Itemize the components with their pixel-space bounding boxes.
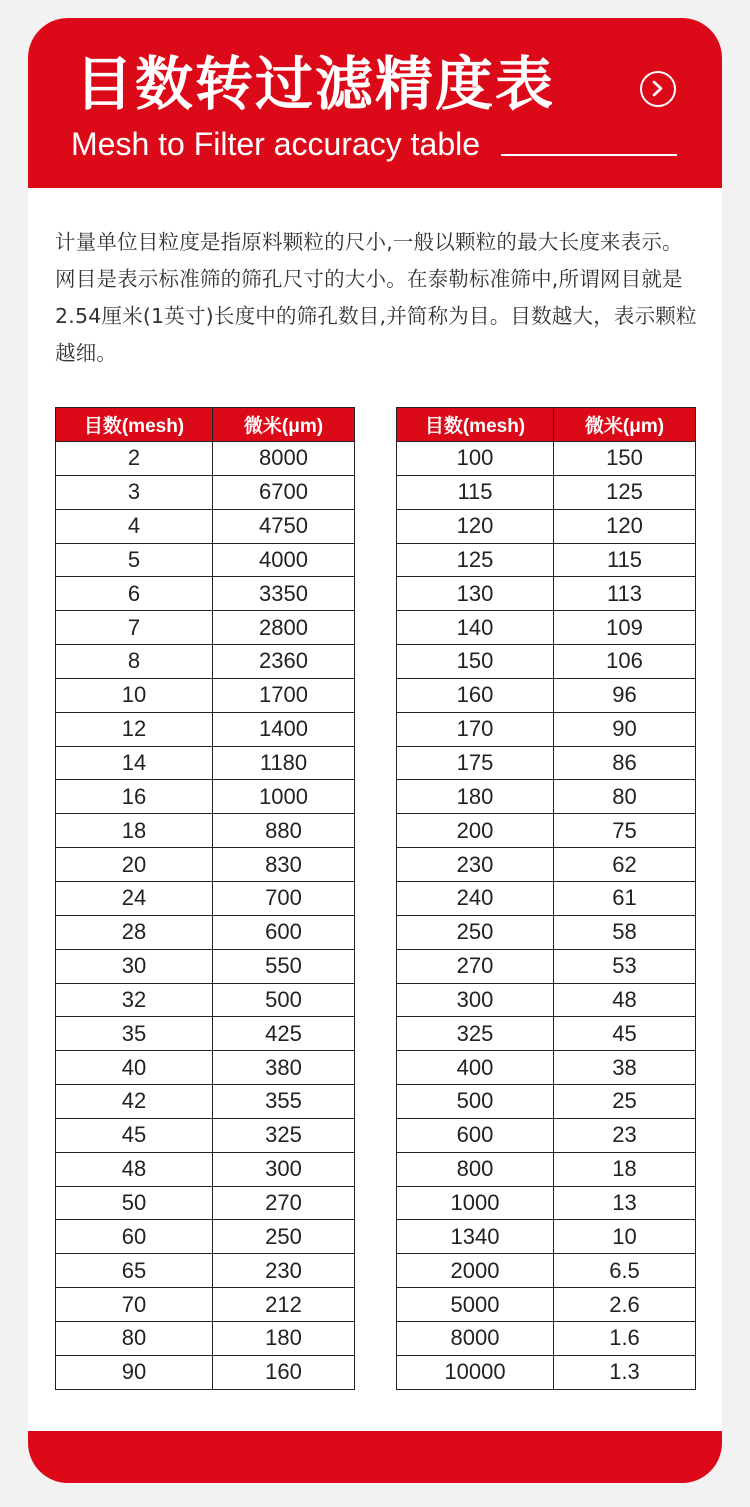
micron-cell: 2360 <box>213 645 355 679</box>
micron-cell: 550 <box>213 949 355 983</box>
micron-cell: 325 <box>213 1118 355 1152</box>
table-row <box>56 1085 355 1119</box>
micron-cell: 150 <box>554 442 696 476</box>
micron-cell: 58 <box>554 915 696 949</box>
table-row <box>56 543 355 577</box>
table-row <box>56 611 355 645</box>
micron-cell: 120 <box>554 509 696 543</box>
micron-cell: 6.5 <box>554 1254 696 1288</box>
description-text: 计量单位目粒度是指原料颗粒的尺小,一般以颗粒的最大长度来表示。网目是表示标准筛的筛孔尺寸的大小。在泰勒标准筛中,所谓网目就是2.54厘米(1英寸)长度中的筛孔数目,并简称为目。目数越大，表示颗粒越细。 <box>55 230 697 365</box>
mesh-cell: 7 <box>56 611 213 645</box>
mesh-cell: 24 <box>56 881 213 915</box>
mesh-cell: 12 <box>56 712 213 746</box>
mesh-cell: 140 <box>397 611 554 645</box>
micron-cell: 10 <box>554 1220 696 1254</box>
mesh-cell: 30 <box>56 949 213 983</box>
table-row <box>397 678 696 712</box>
micron-cell: 62 <box>554 848 696 882</box>
table-row <box>397 881 696 915</box>
micron-cell: 38 <box>554 1051 696 1085</box>
table-row <box>397 1321 696 1355</box>
mesh-cell: 600 <box>397 1118 554 1152</box>
table-row <box>56 1118 355 1152</box>
micron-cell: 355 <box>213 1085 355 1119</box>
micron-cell: 113 <box>554 577 696 611</box>
mesh-cell: 400 <box>397 1051 554 1085</box>
micron-cell: 830 <box>213 848 355 882</box>
table-row <box>397 1051 696 1085</box>
table-row <box>56 1017 355 1051</box>
table-row <box>397 1254 696 1288</box>
mesh-cell: 18 <box>56 814 213 848</box>
mesh-cell: 120 <box>397 509 554 543</box>
table-row <box>397 1152 696 1186</box>
table-row <box>397 645 696 679</box>
table-row <box>56 983 355 1017</box>
micron-cell: 75 <box>554 814 696 848</box>
micron-cell: 300 <box>213 1152 355 1186</box>
mesh-cell: 50 <box>56 1186 213 1220</box>
micron-cell: 106 <box>554 645 696 679</box>
mesh-cell: 28 <box>56 915 213 949</box>
micron-cell: 500 <box>213 983 355 1017</box>
micron-cell: 96 <box>554 678 696 712</box>
mesh-cell: 5000 <box>397 1288 554 1322</box>
mesh-cell: 14 <box>56 746 213 780</box>
micron-cell: 270 <box>213 1186 355 1220</box>
micron-cell: 115 <box>554 543 696 577</box>
table-row <box>397 712 696 746</box>
mesh-cell: 130 <box>397 577 554 611</box>
chevron-right-icon <box>642 73 673 104</box>
table-row <box>56 1355 355 1389</box>
header-mesh: 目数(mesh) <box>56 408 213 442</box>
mesh-cell: 175 <box>397 746 554 780</box>
mesh-cell: 150 <box>397 645 554 679</box>
micron-cell: 53 <box>554 949 696 983</box>
table-row <box>56 645 355 679</box>
table-row <box>56 1321 355 1355</box>
table-row <box>397 949 696 983</box>
mesh-cell: 2 <box>56 442 213 476</box>
mesh-cell: 90 <box>56 1355 213 1389</box>
micron-cell: 86 <box>554 746 696 780</box>
table-row <box>397 509 696 543</box>
table-row <box>56 442 355 476</box>
table-row <box>56 1254 355 1288</box>
mesh-table-right <box>396 407 696 1390</box>
micron-cell: 600 <box>213 915 355 949</box>
mesh-cell: 10000 <box>397 1355 554 1389</box>
table-row <box>56 1051 355 1085</box>
table-row <box>397 1085 696 1119</box>
table-row <box>56 509 355 543</box>
micron-cell: 212 <box>213 1288 355 1322</box>
micron-cell: 4750 <box>213 509 355 543</box>
mesh-cell: 160 <box>397 678 554 712</box>
micron-cell: 230 <box>213 1254 355 1288</box>
table-row <box>397 848 696 882</box>
mesh-cell: 45 <box>56 1118 213 1152</box>
page-title: 目数转过滤精度表 <box>75 50 556 118</box>
micron-cell: 1.6 <box>554 1321 696 1355</box>
micron-cell: 13 <box>554 1186 696 1220</box>
table-row <box>397 475 696 509</box>
table-row <box>56 915 355 949</box>
table-row <box>56 1152 355 1186</box>
table-row <box>397 746 696 780</box>
table-row <box>397 543 696 577</box>
table-row <box>56 475 355 509</box>
mesh-cell: 300 <box>397 983 554 1017</box>
table-row <box>397 780 696 814</box>
mesh-cell: 170 <box>397 712 554 746</box>
mesh-cell: 180 <box>397 780 554 814</box>
table-row <box>397 611 696 645</box>
table-row <box>56 814 355 848</box>
table-row <box>56 746 355 780</box>
mesh-cell: 2000 <box>397 1254 554 1288</box>
micron-cell: 1000 <box>213 780 355 814</box>
micron-cell: 2800 <box>213 611 355 645</box>
micron-cell: 1400 <box>213 712 355 746</box>
table-row <box>397 1288 696 1322</box>
mesh-cell: 240 <box>397 881 554 915</box>
header-banner <box>28 18 722 188</box>
table-row <box>56 949 355 983</box>
micron-cell: 80 <box>554 780 696 814</box>
mesh-cell: 65 <box>56 1254 213 1288</box>
next-button[interactable] <box>640 71 676 107</box>
mesh-cell: 80 <box>56 1321 213 1355</box>
micron-cell: 1.3 <box>554 1355 696 1389</box>
mesh-cell: 115 <box>397 475 554 509</box>
mesh-cell: 48 <box>56 1152 213 1186</box>
mesh-cell: 4 <box>56 509 213 543</box>
mesh-cell: 200 <box>397 814 554 848</box>
mesh-cell: 125 <box>397 543 554 577</box>
mesh-cell: 270 <box>397 949 554 983</box>
table-row <box>56 712 355 746</box>
micron-cell: 18 <box>554 1152 696 1186</box>
table-row <box>56 1220 355 1254</box>
micron-cell: 125 <box>554 475 696 509</box>
micron-cell: 109 <box>554 611 696 645</box>
mesh-cell: 35 <box>56 1017 213 1051</box>
mesh-cell: 8000 <box>397 1321 554 1355</box>
table-row <box>56 881 355 915</box>
mesh-cell: 1000 <box>397 1186 554 1220</box>
micron-cell: 180 <box>213 1321 355 1355</box>
mesh-cell: 16 <box>56 780 213 814</box>
mesh-cell: 100 <box>397 442 554 476</box>
table-row <box>397 1355 696 1389</box>
table-row <box>397 1220 696 1254</box>
micron-cell: 48 <box>554 983 696 1017</box>
table-row <box>397 915 696 949</box>
table-row <box>56 1288 355 1322</box>
table-row <box>397 1118 696 1152</box>
table-row <box>397 1017 696 1051</box>
table-row <box>56 848 355 882</box>
mesh-cell: 3 <box>56 475 213 509</box>
mesh-table-left <box>55 407 355 1390</box>
micron-cell: 6700 <box>213 475 355 509</box>
mesh-cell: 40 <box>56 1051 213 1085</box>
table-row <box>397 983 696 1017</box>
micron-cell: 425 <box>213 1017 355 1051</box>
micron-cell: 380 <box>213 1051 355 1085</box>
table-row <box>397 577 696 611</box>
mesh-cell: 60 <box>56 1220 213 1254</box>
table-row <box>56 678 355 712</box>
micron-cell: 1700 <box>213 678 355 712</box>
micron-cell: 700 <box>213 881 355 915</box>
mesh-cell: 10 <box>56 678 213 712</box>
header-micron: 微米(μm) <box>213 408 355 442</box>
subtitle-divider <box>501 154 677 156</box>
micron-cell: 23 <box>554 1118 696 1152</box>
header-micron: 微米(μm) <box>554 408 696 442</box>
mesh-cell: 32 <box>56 983 213 1017</box>
footer-banner <box>28 1431 722 1483</box>
mesh-cell: 1340 <box>397 1220 554 1254</box>
mesh-cell: 20 <box>56 848 213 882</box>
mesh-cell: 8 <box>56 645 213 679</box>
table-row <box>397 1186 696 1220</box>
mesh-cell: 250 <box>397 915 554 949</box>
table-row <box>397 442 696 476</box>
micron-cell: 25 <box>554 1085 696 1119</box>
micron-cell: 1180 <box>213 746 355 780</box>
header-mesh: 目数(mesh) <box>397 408 554 442</box>
table-row <box>56 780 355 814</box>
mesh-cell: 5 <box>56 543 213 577</box>
mesh-cell: 500 <box>397 1085 554 1119</box>
micron-cell: 880 <box>213 814 355 848</box>
micron-cell: 4000 <box>213 543 355 577</box>
mesh-cell: 800 <box>397 1152 554 1186</box>
micron-cell: 90 <box>554 712 696 746</box>
micron-cell: 8000 <box>213 442 355 476</box>
mesh-cell: 70 <box>56 1288 213 1322</box>
mesh-cell: 6 <box>56 577 213 611</box>
micron-cell: 250 <box>213 1220 355 1254</box>
table-header-row <box>56 408 355 442</box>
mesh-cell: 42 <box>56 1085 213 1119</box>
table-row <box>56 577 355 611</box>
table-header-row <box>397 408 696 442</box>
mesh-cell: 230 <box>397 848 554 882</box>
micron-cell: 160 <box>213 1355 355 1389</box>
micron-cell: 45 <box>554 1017 696 1051</box>
micron-cell: 2.6 <box>554 1288 696 1322</box>
micron-cell: 61 <box>554 881 696 915</box>
micron-cell: 3350 <box>213 577 355 611</box>
mesh-cell: 325 <box>397 1017 554 1051</box>
table-row <box>56 1186 355 1220</box>
table-row <box>397 814 696 848</box>
info-card <box>28 18 722 1483</box>
page-subtitle: Mesh to Filter accuracy table <box>71 126 481 162</box>
